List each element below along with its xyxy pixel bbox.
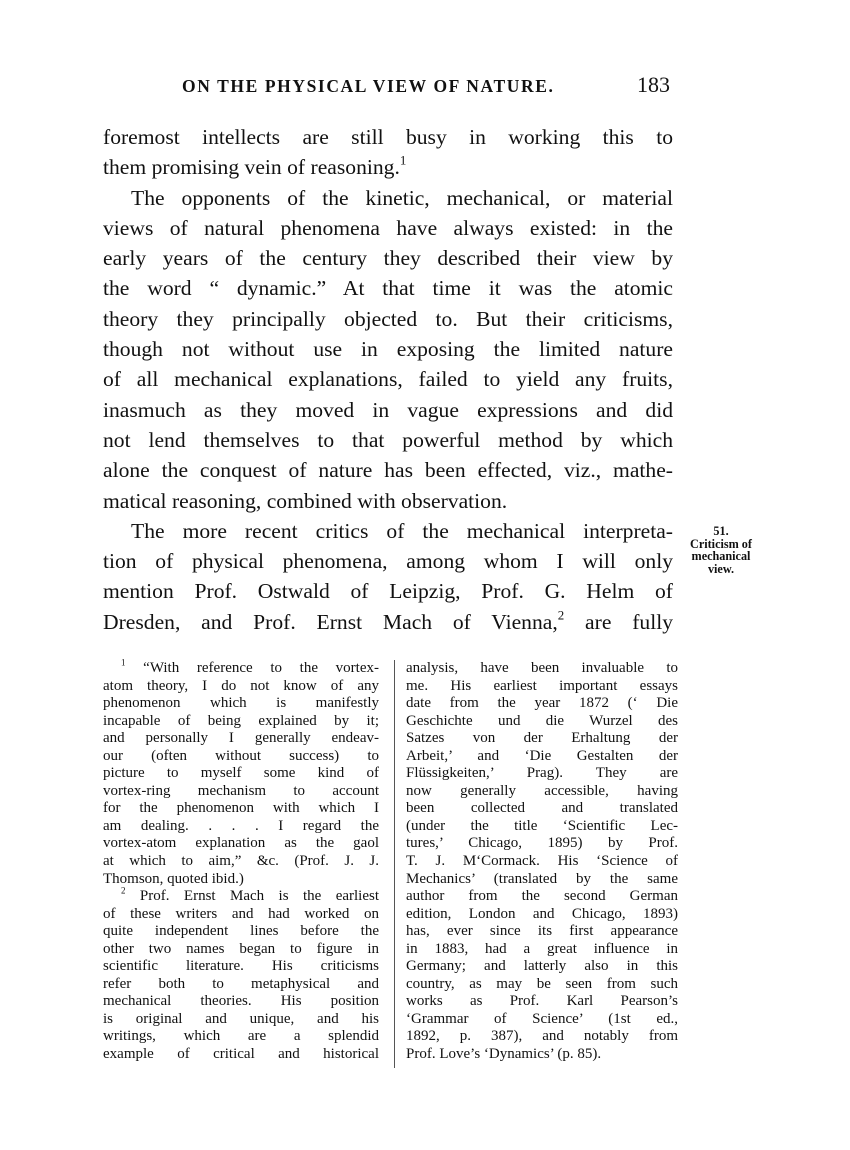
line-text: our (often without success) to [103, 747, 379, 764]
margin-note-line: Criticism of [690, 536, 752, 551]
footnote-line [406, 695, 678, 713]
line-text: foremost intellects are still busy in working this to [103, 125, 673, 149]
text-line [103, 425, 673, 455]
footnote-line [406, 976, 678, 994]
line-text: ‘Grammar of Science’ (1st ed., [406, 1010, 678, 1027]
line-text-tail: are fully [564, 609, 673, 634]
footnote-line [103, 853, 379, 871]
text-line [103, 455, 673, 485]
line-text: Flüssigkeiten,’ Prag). They are [406, 765, 678, 782]
footnote-line [103, 783, 379, 801]
text-line [103, 183, 673, 213]
margin-note-line: mechanical [691, 549, 751, 563]
text-line [103, 395, 673, 425]
footnote-line [406, 800, 678, 818]
text-line [103, 364, 673, 394]
footnote-marker: 2 [121, 885, 126, 896]
text-line [103, 243, 673, 273]
footnote-line [103, 1028, 379, 1046]
line-text: picture to myself some kind of [103, 765, 379, 782]
line-text: The opponents of the kinetic, mechanical, or material [131, 185, 673, 210]
line-text: (under the title ‘Scientific Lec- [406, 817, 678, 834]
footnote-line [103, 906, 379, 924]
line-text: 1892, p. 387), and notably from [406, 1028, 678, 1045]
line-text: views of natural phenomena have always existed: in the [103, 215, 673, 240]
body-text [103, 122, 673, 637]
line-text: analysis, have been invaluable to [406, 660, 678, 676]
text-line [103, 122, 673, 152]
line-text: them promising vein of reasoning. [103, 155, 400, 180]
line-text: the word “ dynamic.” At that time it was the atomic [103, 276, 673, 301]
footnote-line [103, 695, 379, 713]
footnote-line [103, 800, 379, 818]
footnote-line [406, 730, 678, 748]
footnote-line [406, 958, 678, 976]
margin-note-number: 51. [713, 524, 729, 538]
footnote-line [406, 678, 678, 696]
line-text: is original and unique, and his [103, 1010, 379, 1027]
line-text: writings, which are a splendid [103, 1028, 379, 1045]
line-text: Satzes von der Erhaltung der [406, 730, 678, 747]
line-text: Geschichte und die Wurzel des [406, 712, 678, 729]
line-text: and personally I generally endeav- [103, 730, 379, 747]
footnote-line [406, 713, 678, 731]
footnote-line [103, 941, 379, 959]
footnote-reference: 2 [557, 607, 565, 623]
footnote-line [103, 871, 379, 889]
footnote-line [103, 657, 379, 678]
page-number: 183 [637, 72, 670, 97]
line-text: example of critical and historical [103, 1046, 379, 1063]
footnote-line [406, 941, 678, 959]
footnote-line [406, 660, 678, 678]
line-text: at which to aim,” &c. (Prof. J. J. [103, 853, 379, 870]
footnote-line [103, 713, 379, 731]
line-text: vortex-ring mechanism to account [103, 782, 379, 799]
line-text: T. J. M‘Cormack. His ‘Science of [406, 853, 678, 870]
line-text: phenomenon which is manifestly [103, 695, 379, 712]
line-text: The more recent critics of the mechanical interpreta- [131, 518, 673, 543]
line-text: edition, London and Chicago, 1893) [406, 905, 678, 922]
line-text: author from the second German [406, 888, 678, 905]
line-text: tion of physical phenomena, among whom I will only [103, 549, 673, 574]
text-line [103, 334, 673, 364]
line-text: matical reasoning, combined with observation. [103, 488, 508, 513]
footnote-line [103, 730, 379, 748]
footnote-line [406, 818, 678, 836]
footnote-line [406, 783, 678, 801]
line-text: mention Prof. Ostwald of Leipzig, Prof. G. Helm of [103, 579, 673, 604]
line-text: me. His earliest important essays [406, 677, 678, 694]
footnote-line [103, 1046, 379, 1064]
line-text: country, as may be seen from such [406, 975, 678, 992]
line-text: inasmuch as they moved in vague expressions and did [103, 397, 673, 422]
footnote-line [406, 1046, 678, 1064]
footnote-line [103, 835, 379, 853]
line-text: scientific literature. His criticisms [103, 958, 379, 975]
line-text: alone the conquest of nature has been effected, viz., mathe- [103, 458, 673, 483]
text-line [103, 152, 673, 182]
footnote-line [406, 748, 678, 766]
footnote-line [406, 1011, 678, 1029]
line-text: incapable of being explained by it; [103, 712, 379, 729]
line-text: refer both to metaphysical and [103, 975, 379, 992]
line-text: Mechanics’ (translated by the same [406, 870, 678, 887]
footnote-line [406, 993, 678, 1011]
line-text: mechanical theories. His position [103, 993, 379, 1010]
line-text: of all mechanical explanations, failed to yield any fruits, [103, 367, 673, 392]
line-text: works as Prof. Karl Pearson’s [406, 993, 678, 1010]
footnote-line [406, 835, 678, 853]
footnote-line [103, 976, 379, 994]
footnote-line [103, 678, 379, 696]
footnote-line [103, 748, 379, 766]
footnote-line [103, 923, 379, 941]
footnote-line [406, 765, 678, 783]
line-text: early years of the century they described their view by [103, 246, 673, 271]
footnote-line [103, 818, 379, 836]
line-text: Arbeit,’ and ‘Die Gestalten der [406, 747, 678, 764]
margin-note [680, 525, 762, 575]
line-text: Prof. Love’s ‘Dynamics’ (p. 85). [406, 1046, 602, 1063]
running-title: ON THE PHYSICAL VIEW OF NATURE. [182, 76, 555, 96]
footnote-line [406, 1028, 678, 1046]
line-text: theory they principally objected to. But their criticisms, [103, 306, 673, 331]
line-text: Prof. Ernst Mach is the earliest [139, 888, 380, 905]
line-text: “With reference to the vortex- [143, 660, 379, 676]
text-line [103, 516, 673, 546]
line-text: Dresden, and Prof. Ernst Mach of Vienna, [103, 609, 558, 634]
line-text: date from the year 1872 (‘ Die [406, 695, 678, 712]
text-line [103, 546, 673, 576]
margin-note-line: view. [707, 561, 735, 576]
line-text: has, ever since its first appearance [406, 923, 678, 940]
footnote-line [103, 885, 380, 906]
line-text: for the phenomenon with which I [103, 800, 379, 817]
footnote-column-divider [394, 660, 396, 1068]
line-text: Thomson, quoted ibid.) [103, 870, 244, 887]
line-text: of these writers and had worked on [103, 905, 379, 922]
text-line [103, 607, 673, 637]
footnote-line [103, 765, 379, 783]
line-text: been collected and translated [406, 800, 678, 817]
footnote-reference: 1 [399, 152, 407, 168]
line-text: tures,’ Chicago, 1895) by Prof. [406, 835, 678, 852]
footnote-line [103, 993, 379, 1011]
line-text: am dealing. . . . I regard the [103, 817, 379, 834]
footnote-line [406, 906, 678, 924]
line-text: though not without use in exposing the limited nature [103, 337, 673, 362]
footnote-line [103, 958, 379, 976]
footnotes-right-column [406, 660, 678, 1064]
text-line [103, 213, 673, 243]
page-header [182, 72, 670, 102]
line-text: Germany; and latterly also in this [406, 958, 678, 975]
line-text: other two names began to figure in [103, 940, 379, 957]
text-line [103, 304, 673, 334]
text-line [103, 486, 673, 516]
line-text: vortex-atom explanation as the gaol [103, 835, 379, 852]
footnote-line [406, 871, 678, 889]
footnote-line [406, 888, 678, 906]
footnote-line [406, 853, 678, 871]
footnote-marker: 1 [121, 657, 126, 668]
text-line [103, 576, 673, 606]
footnotes-left-column [103, 657, 380, 1064]
text-line [103, 273, 673, 303]
line-text: in 1883, had a great influence in [406, 940, 678, 957]
line-text: not lend themselves to that powerful method by which [103, 427, 673, 452]
footnote-line [406, 923, 678, 941]
line-text: now generally accessible, having [406, 782, 678, 799]
line-text: quite independent lines before the [103, 923, 379, 940]
line-text: atom theory, I do not know of any [103, 677, 379, 694]
footnote-line [103, 1011, 379, 1029]
